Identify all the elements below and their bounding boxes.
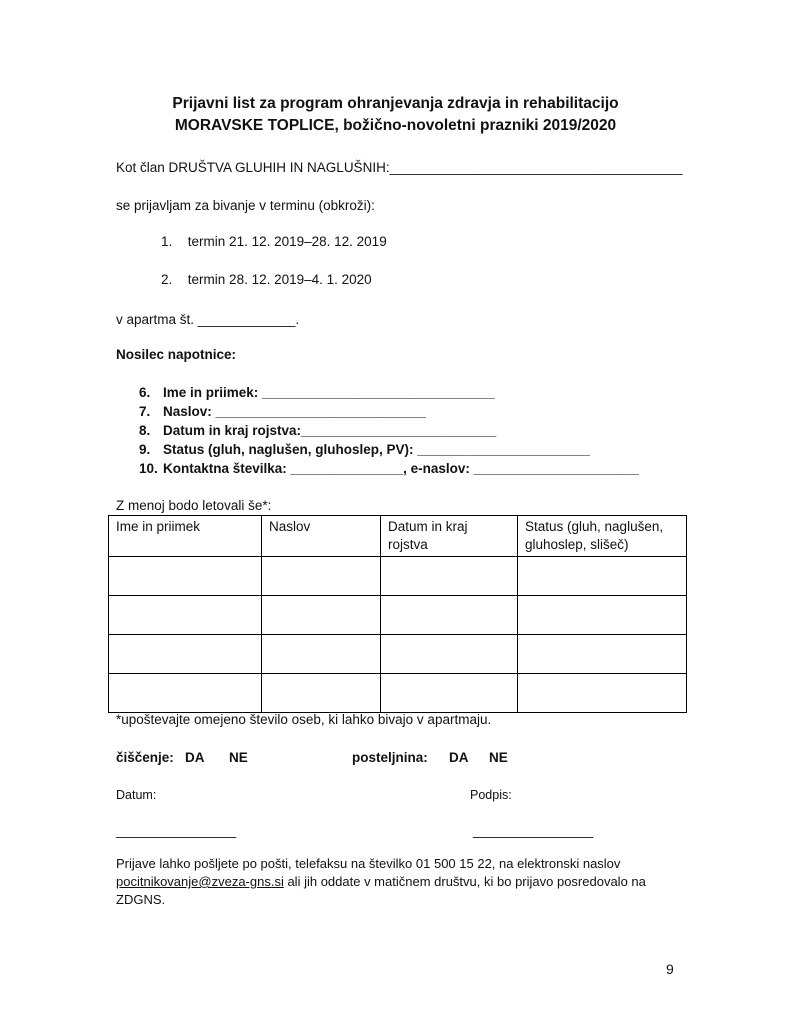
table-cell[interactable] [262, 557, 381, 596]
form-title-line2: MORAVSKE TOPLICE, božično-novoletni prazniki 2019/2020 [174, 117, 617, 134]
contact-line-2-text: ali jih oddate v matičnem društvu, ki bo prijavo posredovalo na [283, 874, 646, 889]
header-name: Ime in priimek [109, 516, 262, 557]
table-cell[interactable] [518, 674, 687, 713]
form-title-line1: Prijavni list za program ohranjevanja zdravja in rehabilitacijo [172, 95, 619, 112]
term-text: termin 28. 12. 2019–4. 1. 2020 [187, 272, 372, 287]
contact-line-1: Prijave lahko pošljete po pošti, telefaksu na številko 01 500 15 22, na elektronski naslov [116, 856, 621, 871]
table-cell[interactable] [381, 596, 518, 635]
member-society-line: Kot član DRUŠTVA GLUHIH IN NAGLUŠNIH:_______________________________________ [116, 160, 683, 175]
field-number: 9. [139, 442, 151, 457]
companions-table [108, 515, 687, 713]
field-number: 7. [139, 404, 151, 419]
date-label: Datum: [116, 788, 157, 802]
bedding-no[interactable]: NE [489, 750, 508, 765]
contact-line-3: ZDGNS. [116, 892, 166, 907]
term-option-2 [161, 272, 372, 287]
holder-field-status [139, 442, 590, 457]
page-number: 9 [666, 961, 674, 977]
term-number: 2. [161, 272, 173, 287]
holder-field-contact [139, 461, 639, 476]
companions-intro: Z menoj bodo letovali še*: [116, 498, 272, 513]
table-row [109, 674, 687, 713]
table-cell[interactable] [109, 596, 262, 635]
header-address: Naslov [262, 516, 381, 557]
table-cell[interactable] [518, 596, 687, 635]
cleaning-no[interactable]: NE [229, 750, 248, 765]
table-cell[interactable] [109, 557, 262, 596]
cleaning-label: čiščenje: [116, 750, 174, 765]
signature-blank-line[interactable]: ________________ [473, 823, 594, 838]
table-cell[interactable] [518, 635, 687, 674]
table-row [109, 557, 687, 596]
field-text: Kontaktna številka: _______________, e-naslov: ______________________ [163, 461, 639, 476]
table-cell[interactable] [109, 635, 262, 674]
field-number: 10. [139, 461, 158, 476]
field-text: Datum in kraj rojstva:__________________________ [163, 423, 497, 438]
header-birth: Datum in kraj rojstva [381, 516, 518, 557]
table-cell[interactable] [262, 674, 381, 713]
holder-field-birth [139, 423, 496, 438]
table-header-row [109, 516, 687, 557]
table-cell[interactable] [262, 596, 381, 635]
table-cell[interactable] [381, 635, 518, 674]
bedding-yes[interactable]: DA [449, 750, 469, 765]
term-option-1 [161, 234, 387, 249]
field-number: 6. [139, 385, 151, 400]
bedding-label: posteljnina: [352, 750, 428, 765]
cleaning-yes[interactable]: DA [185, 750, 205, 765]
email-link[interactable]: pocitnikovanje@zveza-gns.si [116, 874, 284, 889]
table-row [109, 635, 687, 674]
field-text: Naslov: ____________________________ [163, 404, 426, 419]
term-number: 1. [161, 234, 173, 249]
table-cell[interactable] [381, 557, 518, 596]
holder-field-address [139, 404, 426, 419]
table-cell[interactable] [262, 635, 381, 674]
table-cell[interactable] [518, 557, 687, 596]
field-text: Ime in priimek: _______________________________ [163, 385, 495, 400]
header-status: Status (gluh, naglušen, gluhoslep, slišeč) [518, 516, 687, 557]
holder-heading: Nosilec napotnice: [116, 347, 237, 362]
field-text: Status (gluh, naglušen, gluhoslep, PV): _______________________ [163, 442, 590, 457]
contact-line-2 [116, 873, 646, 891]
table-cell[interactable] [381, 674, 518, 713]
date-blank-line[interactable]: ________________ [116, 823, 237, 838]
table-row [109, 596, 687, 635]
holder-field-name [139, 385, 495, 400]
signature-label: Podpis: [470, 788, 512, 802]
field-number: 8. [139, 423, 151, 438]
apartment-line: v apartma št. _____________. [116, 312, 300, 327]
apply-term-line: se prijavljam za bivanje v terminu (obkroži): [116, 198, 375, 213]
table-cell[interactable] [109, 674, 262, 713]
footnote: *upoštevajte omejeno število oseb, ki lahko bivajo v apartmaju. [116, 712, 492, 727]
term-text: termin 21. 12. 2019–28. 12. 2019 [187, 234, 387, 249]
